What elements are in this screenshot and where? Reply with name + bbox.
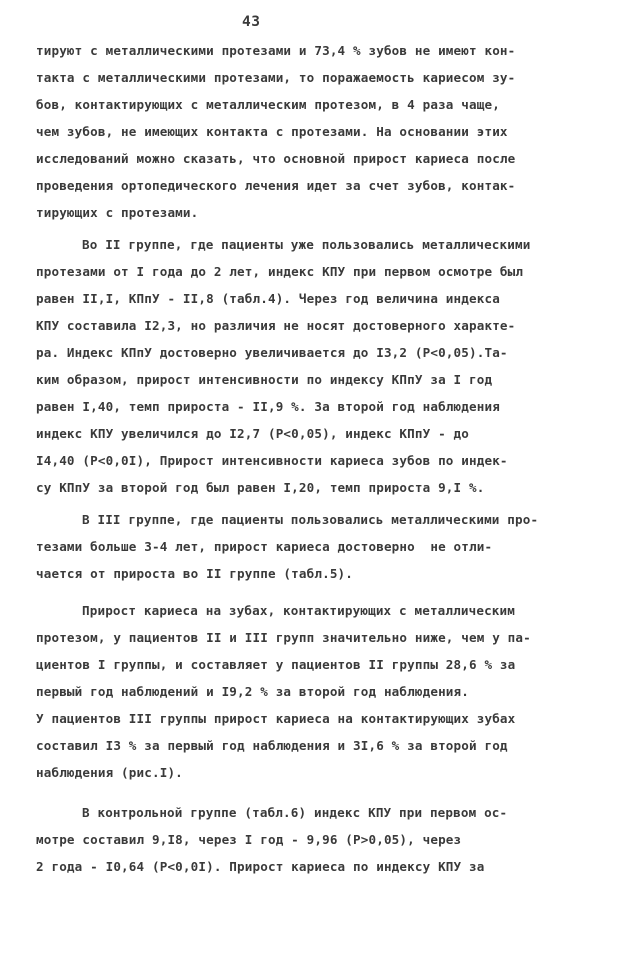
- text-line: протезом, у пациентов II и III групп значительно ниже, чем у па-: [36, 630, 531, 645]
- text-line: ра. Индекс КПпУ достоверно увеличивается до I3,2 (P<0,05).Та-: [36, 345, 508, 360]
- text-line: чем зубов, не имеющих контакта с протезами. На основании этих: [36, 124, 508, 139]
- text-line: тирующих с протезами.: [36, 205, 199, 220]
- text-line: равен I,40, темп прироста - II,9 %. За второй год наблюдения: [36, 399, 500, 414]
- text-line: циентов I группы, и составляет у пациентов II группы 28,6 % за: [36, 657, 516, 672]
- text-line: чается от прироста во II группе (табл.5).: [36, 566, 354, 581]
- text-line: такта с металлическими протезами, то поражаемость кариесом зу-: [36, 70, 516, 85]
- text-line: су КПпУ за второй год был равен I,20, темп прироста 9,I %.: [36, 480, 485, 495]
- text-line: ким образом, прирост интенсивности по индексу КПпУ за I год: [36, 372, 493, 387]
- text-line: равен II,I, КПпУ - II,8 (табл.4). Через год величина индекса: [36, 291, 500, 306]
- text-line: В контрольной группе (табл.6) индекс КПУ при первом ос-: [82, 805, 508, 820]
- text-line: В III группе, где пациенты пользовались металлическими про-: [82, 512, 539, 527]
- text-line: наблюдения (рис.I).: [36, 765, 183, 780]
- text-line: тируют с металлическими протезами и 73,4 % зубов не имеют кон-: [36, 43, 516, 58]
- page-number: 43: [242, 14, 261, 30]
- text-line: У пациентов III группы прирост кариеса на контактирующих зубах: [36, 711, 516, 726]
- text-line: 2 года - I0,64 (P<0,0I). Прирост кариеса по индексу КПУ за: [36, 859, 485, 874]
- text-line: Во II группе, где пациенты уже пользовались металлическими: [82, 237, 531, 252]
- text-line: бов, контактирующих с металлическим протезом, в 4 раза чаще,: [36, 97, 500, 112]
- text-line: тезами больше 3-4 лет, прирост кариеса достоверно не отли-: [36, 539, 493, 554]
- text-line: Прирост кариеса на зубах, контактирующих с металлическим: [82, 603, 515, 618]
- text-line: КПУ составила I2,3, но различия не носят достоверного характе-: [36, 318, 516, 333]
- text-line: протезами от I года до 2 лет, индекс КПУ при первом осмотре был: [36, 264, 524, 279]
- text-line: исследований можно сказать, что основной прирост кариеса после: [36, 151, 516, 166]
- text-line: I4,40 (P<0,0I), Прирост интенсивности кариеса зубов по индек-: [36, 453, 508, 468]
- text-line: составил I3 % за первый год наблюдения и 3I,6 % за второй год: [36, 738, 508, 753]
- text-line: индекс КПУ увеличился до I2,7 (P<0,05), индекс КПпУ - до: [36, 426, 469, 441]
- text-line: первый год наблюдений и I9,2 % за второй год наблюдения.: [36, 684, 469, 699]
- text-line: мотре составил 9,I8, через I год - 9,96 (P>0,05), через: [36, 832, 462, 847]
- text-line: проведения ортопедического лечения идет за счет зубов, контак-: [36, 178, 516, 193]
